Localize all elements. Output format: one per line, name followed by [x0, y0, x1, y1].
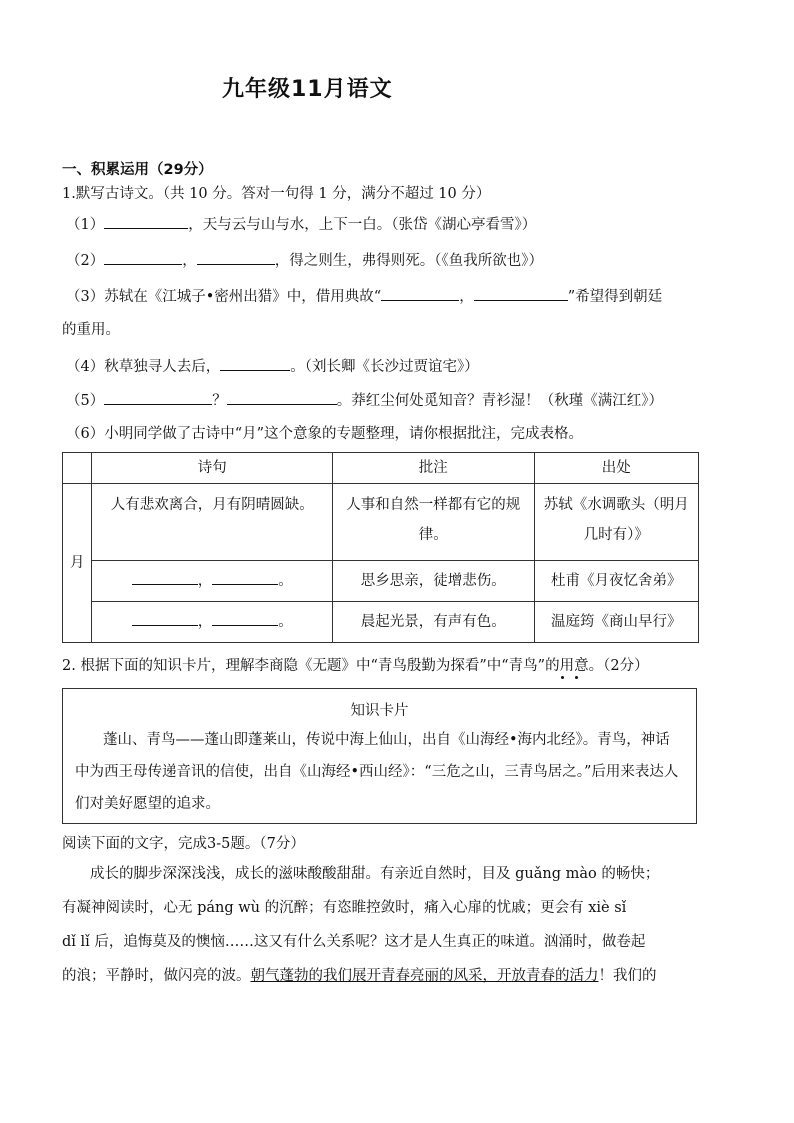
q1-stem: 1.默写古诗文。（共 10 分。答对一句得 1 分，满分不超过 10 分）	[62, 186, 491, 202]
answer-blank[interactable]	[220, 356, 290, 371]
answer-blank[interactable]	[474, 286, 568, 301]
separator: ，	[459, 289, 474, 305]
q1-item-3-cont: 的重用。	[62, 322, 120, 338]
header-source: 出处	[534, 453, 698, 484]
reading-text: ！我们的	[598, 968, 657, 984]
card-title: 知识卡片	[350, 703, 409, 719]
emphasis-dot	[561, 676, 564, 679]
separator: ，	[197, 614, 213, 630]
q1-item-4	[66, 356, 479, 377]
answer-blank[interactable]	[104, 214, 188, 229]
item-number: （1）	[66, 217, 105, 233]
item-text: ，天与云与山与水，上下一白。（张岱《湖心亭看雪》）	[188, 217, 537, 233]
table-corner	[63, 453, 92, 484]
table-header-row	[63, 453, 699, 484]
poem-cell: 人有悲欢离合，月有阴晴圆缺。	[92, 484, 333, 561]
reading-line-2: 有凝神阅读时，心无 páng wù 的沉醉；有恣睢控敛时，痛入心扉的忧戚；更会有 xiè sǐ	[62, 900, 627, 916]
reading-line-3: dǐ lǐ 后，追悔莫及的懊恼……这又有什么关系呢？这才是人生真正的味道。汹涌时，做卷起	[62, 934, 646, 950]
q1-item-6: （6）小明同学做了古诗中“月”这个意象的专题整理，请你根据批注，完成表格。	[66, 426, 584, 442]
header-note: 批注	[333, 453, 534, 484]
item-text: ，得之则生，弗得则死。（《鱼我所欲也》）	[274, 253, 543, 269]
knowledge-card	[62, 688, 697, 824]
note-cell: 思乡思亲，徒增悲伤。	[333, 561, 534, 602]
answer-blank[interactable]	[381, 286, 459, 301]
reading-text: 的浪；平静时，做闪亮的波。	[62, 968, 251, 984]
item-text: （4）秋草独寻人去后，	[66, 359, 221, 375]
item-text: （3）苏轼在《江城子•密州出猎》中，借用典故“	[66, 289, 382, 305]
answer-blank[interactable]	[132, 611, 198, 626]
item-text: 。（刘长卿《长沙过贾谊宅》）	[290, 359, 479, 375]
answer-blank[interactable]	[132, 570, 198, 585]
answer-blank[interactable]	[212, 611, 278, 626]
item-number: （2）	[66, 253, 105, 269]
underlined-sentence: 朝气蓬勃的我们展开青春亮丽的风采，开放青春的活力	[250, 968, 599, 984]
q1-item-3	[66, 286, 662, 307]
separator: 。	[278, 614, 293, 630]
card-body: 蓬山、青鸟——蓬山即蓬莱山，传说中海上仙山，出自《山海经•海内北经》。青鸟，神话中为西王母传递音讯的信使，出自《山海经•西山经》：“三危之山，三青鸟居之。”后用来表达人们对美好愿望的追求。	[75, 732, 679, 812]
emphasis-dot	[575, 676, 578, 679]
source-cell: 苏轼《水调歌头（明月几时有）》	[534, 484, 698, 561]
separator: ，	[197, 573, 213, 589]
table-row	[63, 484, 699, 561]
poem-cell	[92, 561, 333, 602]
answer-blank[interactable]	[104, 390, 212, 405]
poem-cell	[92, 602, 333, 643]
q2-stem: 2. 根据下面的知识卡片，理解李商隐《无题》中“青鸟殷勤为探看”中“青鸟”的用意。（2分）	[62, 658, 649, 674]
item-number: （5）	[66, 393, 105, 409]
page-title: 九年级11月语文	[222, 77, 393, 102]
separator: ？	[212, 393, 227, 409]
q1-item-5	[66, 390, 663, 411]
answer-blank[interactable]	[212, 570, 278, 585]
moon-table	[62, 452, 699, 643]
reading-line-1: 成长的脚步深深浅浅，成长的滋味酸酸甜甜。有亲近自然时，目及 guǎng mào 的畅快；	[90, 866, 660, 882]
note-cell: 晨起光景，有声有色。	[333, 602, 534, 643]
reading-intro: 阅读下面的文字，完成3-5题。（7分）	[62, 836, 305, 852]
separator: 。	[278, 573, 293, 589]
answer-blank[interactable]	[227, 390, 337, 405]
separator: ，	[182, 253, 197, 269]
item-text: 。莽红尘何处觅知音？青衫湿！（秋瑾《满江红》）	[336, 393, 663, 409]
table-row	[63, 561, 699, 602]
note-cell: 人事和自然一样都有它的规律。	[333, 484, 534, 561]
category-cell: 月	[63, 484, 92, 643]
header-poem: 诗句	[92, 453, 333, 484]
answer-blank[interactable]	[104, 250, 182, 265]
item-text: ”希望得到朝廷	[567, 289, 663, 305]
q1-item-1	[66, 214, 536, 235]
source-cell: 杜甫《月夜忆舍弟》	[534, 561, 698, 602]
q1-item-2	[66, 250, 543, 271]
reading-line-4	[62, 966, 657, 986]
answer-blank[interactable]	[197, 250, 275, 265]
table-row	[63, 602, 699, 643]
section-heading: 一、积累运用（29分）	[62, 162, 213, 178]
source-cell: 温庭筠《商山早行》	[534, 602, 698, 643]
